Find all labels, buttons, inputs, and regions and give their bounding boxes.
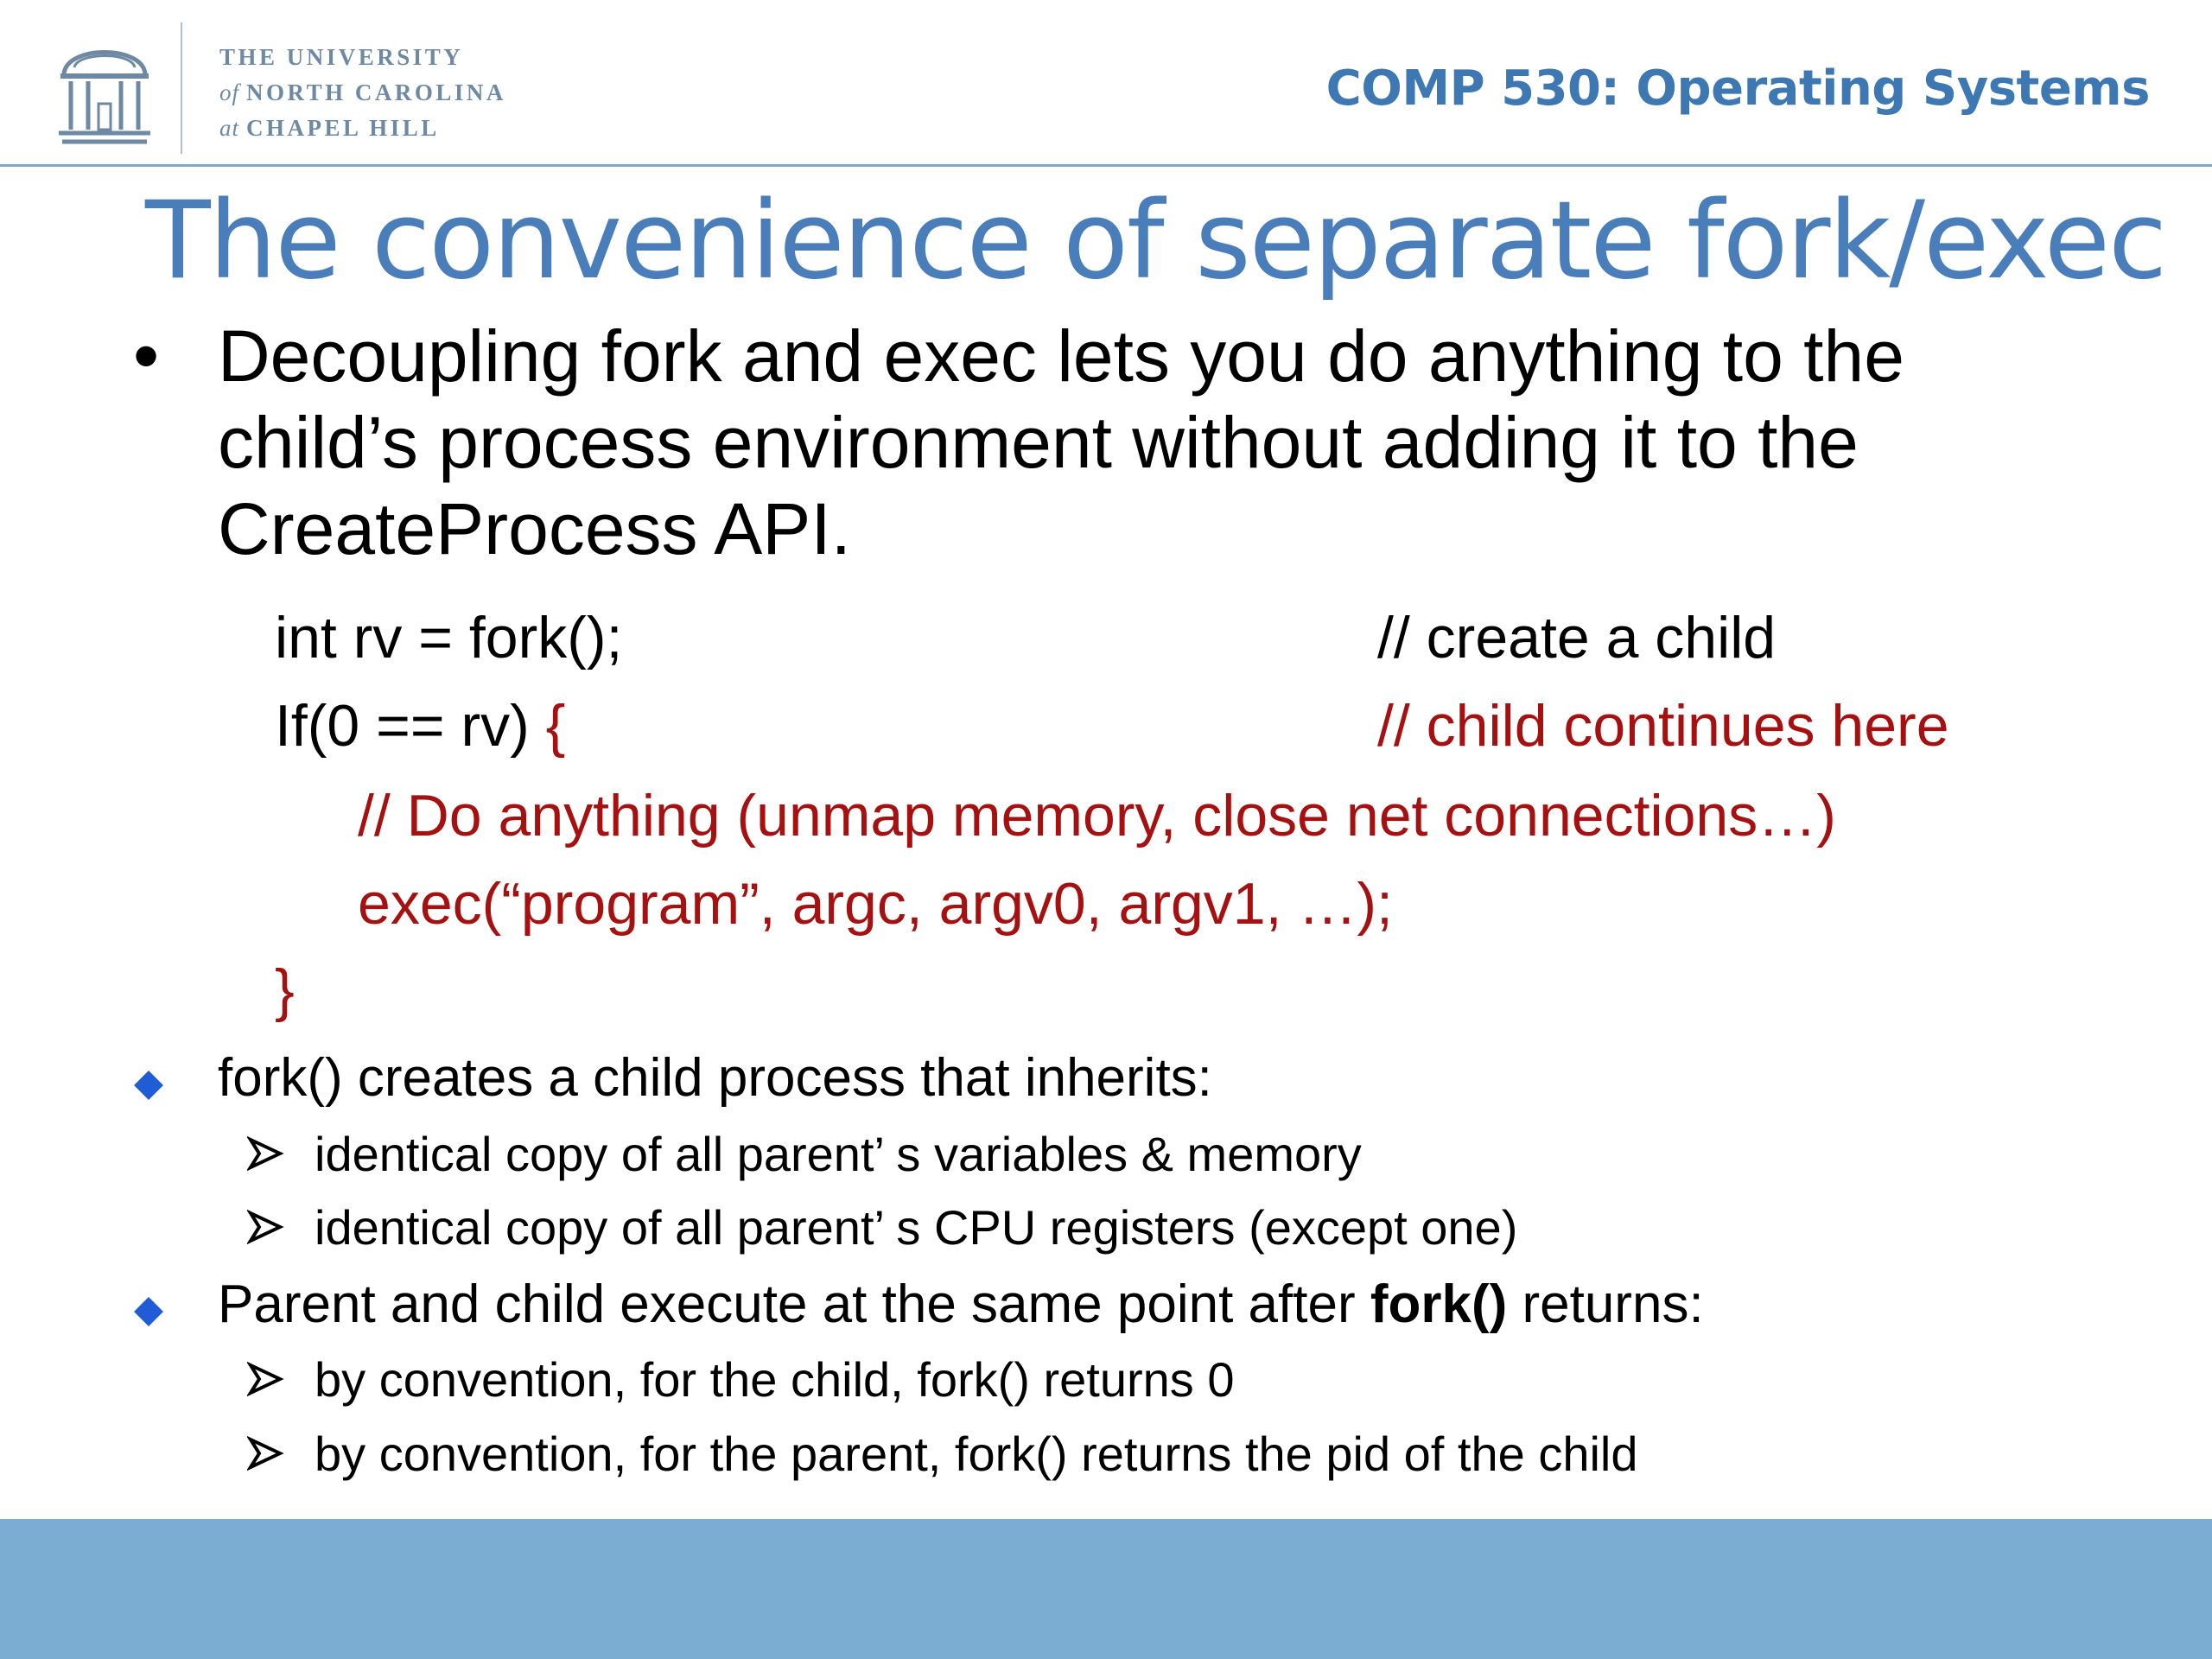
bullet-1-text: fork() creates a child process that inherits: [218, 1048, 1212, 1108]
sub-bullet-2-2: by convention, for the parent, fork() returns the pid of the child [315, 1427, 1638, 1481]
slide-title: The convenience of separate fork/exec [145, 179, 2166, 303]
bullet-dot-icon: • [133, 315, 160, 397]
diamond-bullet-icon [134, 1297, 163, 1326]
sub-bullet-2-1: by convention, for the child, fork() returns 0 [315, 1352, 1235, 1407]
header-divider [0, 164, 2212, 167]
logo-line-2: of NORTH CAROLINA [219, 79, 506, 105]
arrow-bullet-icon [247, 1362, 285, 1396]
main-bullet-line: child’s process environment without adding it to the [218, 402, 1859, 483]
logo-line-3: at CHAPEL HILL [219, 115, 440, 141]
logo-divider [181, 22, 182, 154]
arrow-bullet-icon [247, 1136, 285, 1171]
course-title: COMP 530: Operating Systems [1325, 60, 2150, 117]
code-line-2: If(0 == rv) { [275, 693, 566, 759]
code-line-3: // Do anything (unmap memory, close net connections…) [358, 783, 1836, 849]
code-line-1: int rv = fork(); [275, 605, 623, 671]
university-logo-text [219, 40, 506, 146]
main-bullet-line: CreateProcess API. [218, 488, 851, 569]
footer-band [0, 1519, 2212, 1659]
code-comment-2: // child continues here [1377, 693, 1949, 759]
sub-bullet-1-2: identical copy of all parent’ s CPU registers (except one) [315, 1200, 1518, 1255]
diamond-bullet-icon [134, 1071, 163, 1100]
main-bullet-text [218, 313, 2171, 572]
arrow-bullet-icon [247, 1210, 285, 1244]
code-line-4: exec(“program”, argc, argv0, argv1, …); [358, 871, 1393, 937]
old-well-icon [57, 33, 152, 149]
sub-bullet-1-1: identical copy of all parent’ s variables & memory [315, 1127, 1362, 1181]
logo-line-1: THE UNIVERSITY [219, 44, 464, 70]
bullet-2-text: Parent and child execute at the same point after fork() returns: [218, 1274, 1704, 1334]
arrow-bullet-icon [247, 1436, 285, 1471]
slide-header [0, 0, 2212, 164]
code-line-5: } [275, 957, 295, 1023]
main-bullet-line: Decoupling fork and exec lets you do anything to the [218, 315, 1904, 397]
code-comment-1: // create a child [1377, 605, 1777, 671]
